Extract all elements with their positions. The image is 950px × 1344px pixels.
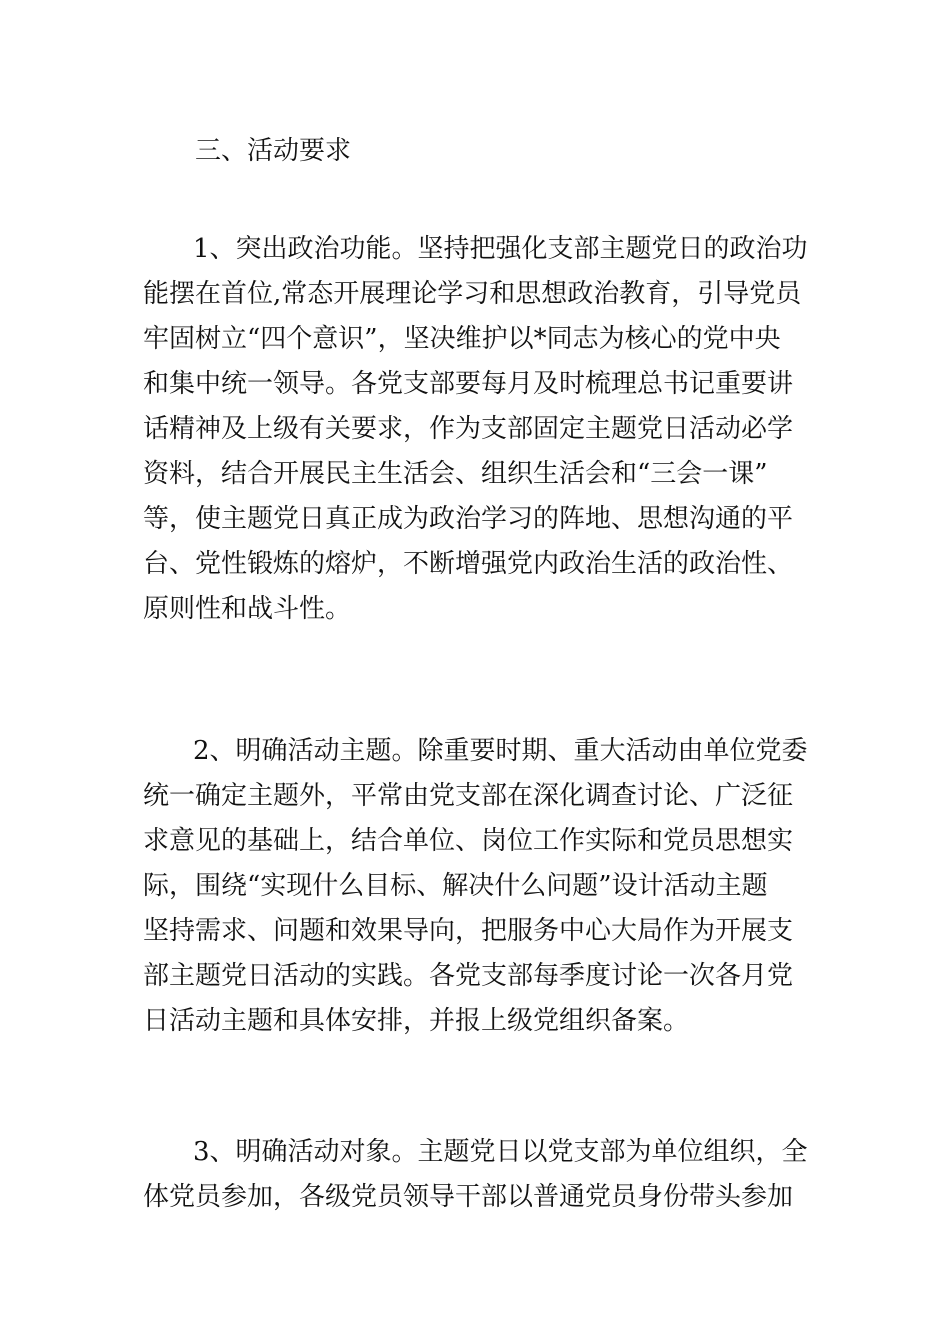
paragraph-line: 坚持需求、问题和效果导向，把服务中心大局作为开展支	[143, 916, 794, 946]
paragraph-line: 台、党性锻炼的熔炉，不断增强党内政治生活的政治性、	[143, 549, 794, 579]
paragraph-line: 体党员参加，各级党员领导干部以普通党员身份带头参加	[143, 1182, 794, 1212]
paragraph-activity-participants	[143, 1130, 813, 1220]
paragraph-line: 2、明确活动主题。除重要时期、重大活动由单位党委	[193, 736, 808, 766]
paragraph-line: 3、明确活动对象。主题党日以党支部为单位组织，全	[193, 1137, 808, 1167]
paragraph-line: 原则性和战斗性。	[143, 594, 352, 624]
paragraph-line: 能摆在首位,常态开展理论学习和思想政治教育，引导党员	[143, 279, 802, 309]
paragraph-line: 话精神及上级有关要求，作为支部固定主题党日活动必学	[143, 414, 794, 444]
paragraph-activity-theme	[143, 729, 813, 1044]
paragraph-political-function	[143, 227, 813, 632]
paragraph-line: 资料，结合开展民主生活会、组织生活会和“三会一课”	[143, 459, 768, 489]
paragraph-line: 求意见的基础上，结合单位、岗位工作实际和党员思想实	[143, 826, 794, 856]
paragraph-line: 际，围绕“实现什么目标、解决什么问题”设计活动主题	[143, 871, 768, 901]
paragraph-line: 日活动主题和具体安排，并报上级党组织备案。	[143, 1006, 690, 1036]
section-heading: 三、活动要求	[195, 136, 352, 166]
paragraph-line: 和集中统一领导。各党支部要每月及时梳理总书记重要讲	[143, 369, 794, 399]
paragraph-line: 部主题党日活动的实践。各党支部每季度讨论一次各月党	[143, 961, 794, 991]
paragraph-line: 统一确定主题外，平常由党支部在深化调查讨论、广泛征	[143, 781, 794, 811]
paragraph-line: 等，使主题党日真正成为政治学习的阵地、思想沟通的平	[143, 504, 794, 534]
paragraph-line: 1、突出政治功能。坚持把强化支部主题党日的政治功	[193, 234, 808, 264]
paragraph-line: 牢固树立“四个意识”，坚决维护以*同志为核心的党中央	[143, 324, 781, 354]
